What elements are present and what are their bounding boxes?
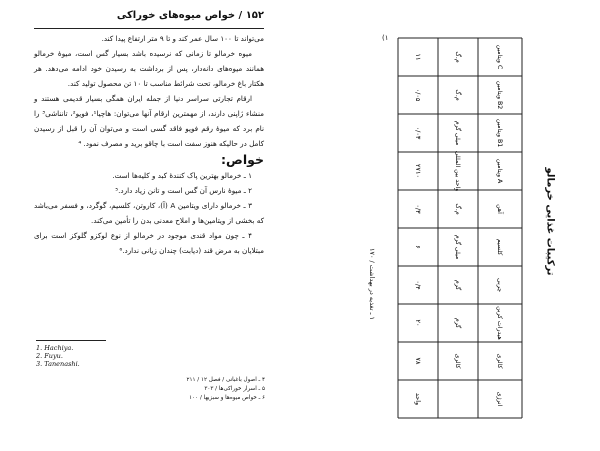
table-cell-unit: کالری [454, 353, 461, 369]
table-cell-value: ۰/۳ [414, 204, 422, 214]
table-cell-value: ۲۷۱۰ [414, 164, 422, 178]
table-cell-value: ۷۸ [414, 357, 422, 365]
table-cell-label: ویتامین B1 [496, 118, 503, 148]
footnote-5: ۵ ـ اسرار خوراکی‌ها / ۳۰۳ [204, 386, 265, 392]
table-cell-label: هیدرات کربن [496, 306, 503, 340]
table-cell-label: کلسیم [496, 238, 503, 256]
property-item-3: ۳ ـ خرمالو دارای ویتامین A (آ)، کاروتن، کلسیم، گوگرد، و فسفر می‌باشد که بخشی از ویتامین‌ها و املاح معدنی بدن را تأمین می‌کند. [34, 201, 264, 225]
footnote-4: ۴ ـ اصول باغبانی / فصل ۱۲ / ۲۱۱ [186, 377, 265, 383]
table-cell-value: ۱۱ [414, 53, 422, 61]
table-cell-label: انرژی [496, 391, 503, 407]
page-header: ۱۵۲ / خواص میوه‌های خوراکی [116, 10, 264, 21]
table-cell-label: ویتامین C [496, 44, 503, 70]
table-cell-label: آهن [496, 204, 503, 214]
table-cell-unit: واحد بین المللی [454, 150, 461, 192]
table-cell-unit: م.گ [454, 51, 461, 63]
footnote-6: ۶ ـ خواص میوه‌ها و سبزیها / ۱۰۰ [189, 395, 265, 401]
table-cell-unit: میلی گرم [454, 234, 461, 260]
table-cell-unit: گرم [454, 279, 461, 291]
rotated-footnote-text: ۱ ـ تغذیه در بهداشت / ۱۷۰ [368, 247, 376, 320]
table-cell-value: واحد [414, 392, 422, 406]
property-item-2: ۲ ـ میوهٔ نارس آن گس است و تانن زیاد دارد.⁵ [115, 186, 252, 195]
footnote-1: 1. Hachiya. [36, 344, 74, 352]
table-cell-label: کالری [496, 353, 503, 369]
table-cell-label: ویتامین B2 [496, 80, 503, 110]
table-cell-value: ۰/۰۵ [414, 88, 422, 102]
table-cell-unit: م.گ [454, 89, 461, 101]
table-cell-value: ۰/۰۳ [414, 126, 422, 140]
table-cell-unit: میلی گرم [454, 120, 461, 146]
table-cell-value: ۶ [414, 245, 422, 249]
table-cell-value: ۰/۴ [414, 280, 422, 290]
table-cell-label: ویتامین A [496, 158, 503, 184]
paragraph-1: می‌تواند تا ۱۰۰ سال عمر کند و تا ۹ متر ارتفاع پیدا کند. [101, 34, 264, 43]
reference-mark: (۱ [382, 34, 389, 42]
section-title: خواص: [221, 152, 264, 167]
footnote-2: 2. Fuyu. [36, 352, 63, 360]
footnote-3: 3. Tanenashi. [36, 360, 80, 368]
rotated-title-text: ترکیبات غذایی خرمالو [544, 167, 556, 276]
table-cell-value: ۲۰ [414, 319, 422, 327]
paragraph-3: ارقام تجارتی سراسر دنیا از جمله ایران همگی بسیار قدیمی هستند و منشاء ژاپنی دارند، از مهمترین ارقام آنها می‌توان: هاچیا¹، فویو²، تانناشی³ را نام برد که میوهٔ رقم فویو فاقد گسی است و می‌توان آن را قبل از رسیدن کامل در حالیکه هنوز سفت است با چاقو برید و مصرف نمود. ⁴ [34, 94, 264, 148]
paragraph-2: میوه خرمالو تا زمانی که نرسیده باشد بسیار گس است، میوهٔ خرمالو همانند میوه‌های دانه‌دار، پس از برداشت به رسیدن خود ادامه می‌دهد. هر هکتار باغ خرمالو، تحت شرائط مناسب تا ۱۰ تن محصول تولید کند. [34, 49, 264, 88]
property-item-1: ۱ ـ خرمالو بهترین پاک کنندهٔ کبد و کلیه‌ها است. [112, 171, 252, 180]
property-item-4: ۴ ـ چون مواد قندی موجود در خرمالو از نوع لوکزو گلوکز است برای مبتلایان به مرض قند (دیابت) چندان زیانی ندارد.⁶ [34, 231, 264, 255]
table-cell-label: چربی [496, 277, 503, 293]
table-cell-unit: گرم [454, 317, 461, 329]
table-cell-unit: م.گ [454, 203, 461, 215]
